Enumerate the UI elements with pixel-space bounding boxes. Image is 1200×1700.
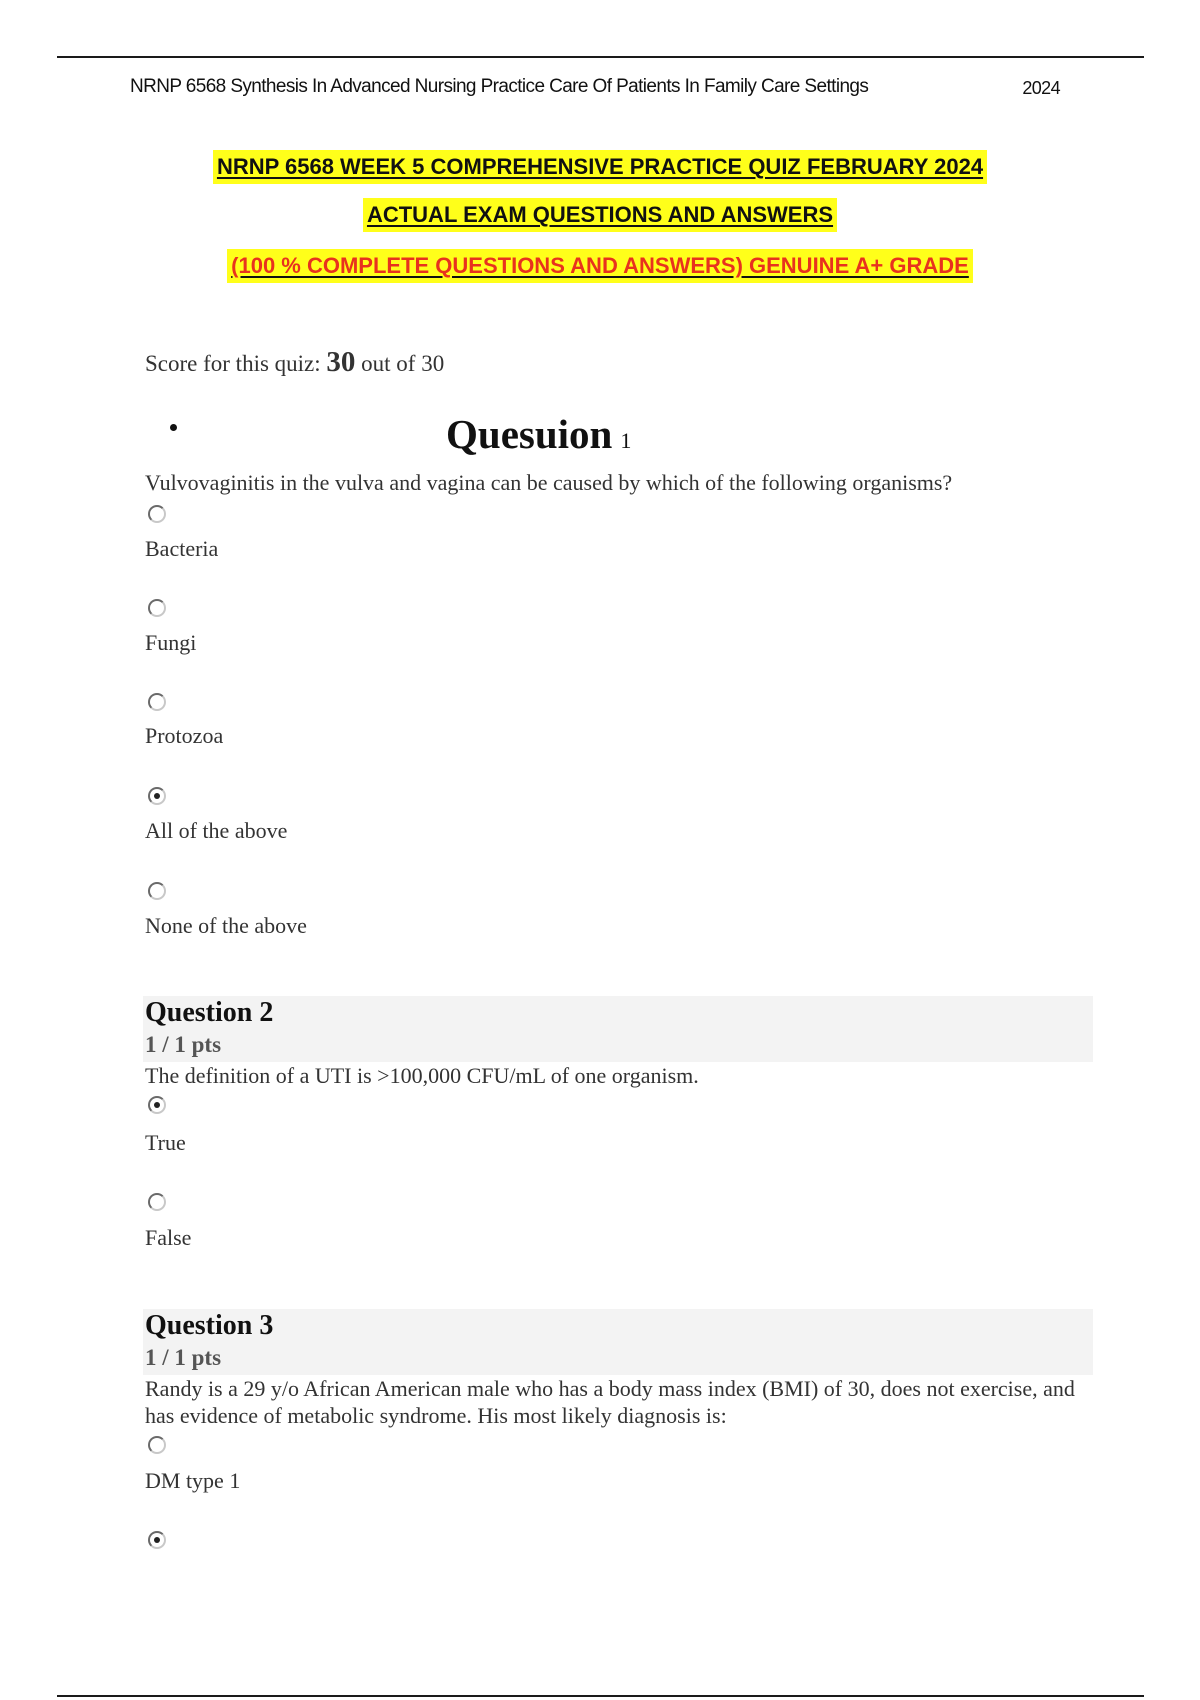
option-label-true: True [145,1130,186,1155]
running-title: NRNP 6568 Synthesis In Advanced Nursing Practice Care Of Patients In Family Care Settings [130,76,869,97]
banner-grade: (100 % COMPLETE QUESTIONS AND ANSWERS) GENUINE A+ GRADE [0,253,1200,279]
option-label-bacteria: Bacteria [145,536,219,561]
question-1-number: 1 [620,428,632,453]
radio-option-false[interactable] [148,1193,166,1211]
radio-option-none-of-the-above[interactable] [148,882,166,900]
question-1-prompt: Vulvovaginitis in the vulva and vagina can be caused by which of the following organisms? [145,470,953,495]
radio-option-selected-answer[interactable] [148,1531,166,1549]
bottom-rule [57,1695,1144,1697]
question-2-title: Question 2 [145,997,274,1028]
bullet-icon [170,424,177,431]
question-2-prompt: The definition of a UTI is >100,000 CFU/mL of one organism. [145,1063,699,1088]
radio-option-fungi[interactable] [148,599,166,617]
question-1-heading [446,410,631,458]
question-2-header-band [143,996,1093,1062]
option-label-fungi: Fungi [145,630,197,655]
question-3-header-band [143,1309,1093,1375]
question-1-title: Quesuion [446,411,613,457]
question-3-prompt: Randy is a 29 y/o African American male who has a body mass index (BMI) of 30, does not exercise, and has evidence of metabolic syndrome. His most likely diagnosis is: [145,1376,1075,1428]
question-2-points: 1 / 1 pts [145,1032,222,1057]
score-value: 30 [326,346,356,378]
running-year: 2024 [1022,78,1060,98]
option-label-dm-type-1: DM type 1 [145,1468,241,1493]
question-3-points: 1 / 1 pts [145,1345,222,1370]
quiz-score [145,346,444,379]
score-suffix: out of 30 [361,351,445,376]
radio-option-dm-type-1[interactable] [148,1436,166,1454]
banner-quiz-title: NRNP 6568 WEEK 5 COMPREHENSIVE PRACTICE QUIZ FEBRUARY 2024 [0,154,1200,180]
radio-option-bacteria[interactable] [148,505,166,523]
option-label-none-of-the-above: None of the above [145,913,307,938]
banner-subtitle: ACTUAL EXAM QUESTIONS AND ANSWERS [0,202,1200,228]
question-3-title: Question 3 [145,1310,274,1341]
radio-option-protozoa[interactable] [148,693,166,711]
option-label-false: False [145,1225,192,1250]
option-label-protozoa: Protozoa [145,723,224,748]
top-rule [57,56,1144,58]
score-label: Score for this quiz: [145,351,321,376]
option-label-all-of-the-above: All of the above [145,818,288,843]
running-header [130,76,1060,100]
radio-option-all-of-the-above[interactable] [148,787,166,805]
radio-option-true[interactable] [148,1096,166,1114]
